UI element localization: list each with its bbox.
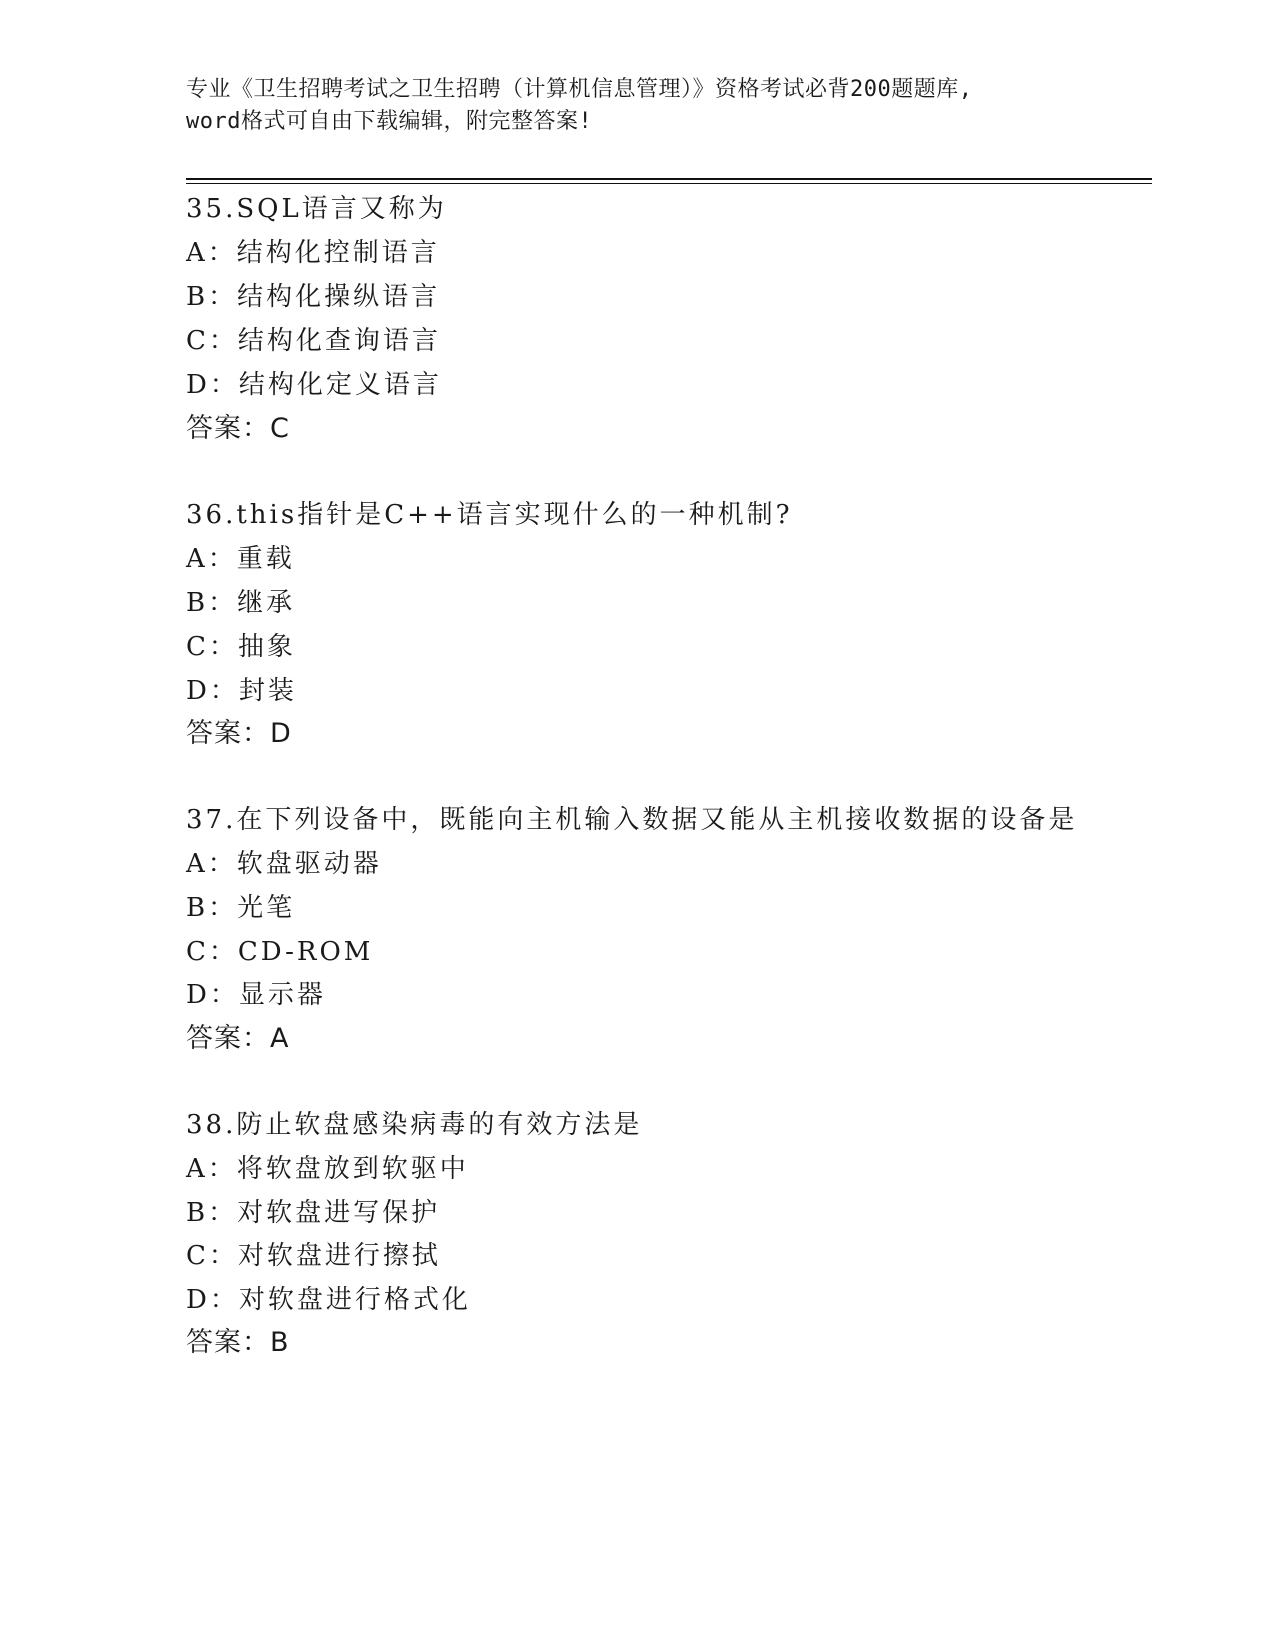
option-d: D：对软盘进行格式化 [186, 1285, 471, 1315]
option-a: A：重载 [186, 544, 295, 574]
option-c: C：对软盘进行擦拭 [186, 1241, 441, 1271]
option-b: B：光笔 [186, 893, 296, 923]
option-b: B：对软盘进写保护 [186, 1198, 441, 1228]
option-d: D：结构化定义语言 [186, 370, 442, 400]
option-a: A：将软盘放到软驱中 [186, 1154, 469, 1184]
header-line-1: 专业《卫生招聘考试之卫生招聘（计算机信息管理）》资格考试必背200题题库, [186, 77, 973, 102]
answer-label: 答案：C [186, 413, 290, 444]
option-a: A：结构化控制语言 [186, 238, 440, 268]
question-stem: 38.防止软盘感染病毒的有效方法是 [186, 1110, 643, 1140]
option-c: C：CD-ROM [186, 937, 374, 967]
document-header [186, 74, 1086, 138]
question-stem: 36.this指针是C++语言实现什么的一种机制? [186, 500, 793, 530]
answer-label: 答案：D [186, 718, 292, 749]
option-c: C：抽象 [186, 632, 296, 662]
header-divider-thin [186, 183, 1152, 184]
question-stem: 35.SQL语言又称为 [186, 194, 447, 224]
answer-label: 答案：B [186, 1327, 290, 1358]
option-d: D：封装 [186, 676, 297, 706]
question-stem: 37.在下列设备中，既能向主机输入数据又能从主机接收数据的设备是 [186, 805, 1078, 835]
header-line-2: word格式可自由下载编辑，附完整答案! [186, 109, 593, 134]
option-b: B：继承 [186, 588, 296, 618]
header-divider-thick [186, 178, 1152, 180]
option-b: B：结构化操纵语言 [186, 282, 441, 312]
option-a: A：软盘驱动器 [186, 849, 382, 879]
answer-label: 答案：A [186, 1023, 290, 1054]
option-d: D：显示器 [186, 980, 326, 1010]
option-c: C：结构化查询语言 [186, 326, 441, 356]
